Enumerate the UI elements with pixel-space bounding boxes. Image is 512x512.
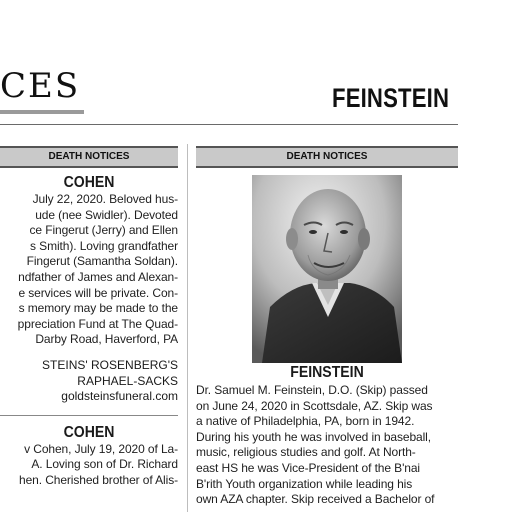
notice-line: Fingerut (Samantha Soldan). xyxy=(26,254,178,269)
notice-line: July 22, 2020. Beloved hus- xyxy=(32,192,178,206)
notice-line: ndfather of James and Alexan- xyxy=(18,269,178,284)
notice-headline: COHEN xyxy=(63,174,115,191)
portrait-photo xyxy=(252,175,402,363)
notice-line: During his youth he was involved in baseball, xyxy=(196,429,431,444)
notice-line: s Smith). Loving grandfather xyxy=(30,238,178,253)
notice-line: s memory may be made to the xyxy=(18,301,178,316)
portrait-illustration xyxy=(252,175,402,363)
masthead-left-rule xyxy=(0,110,84,114)
notice-line: ppreciation Fund at The Quad- xyxy=(17,316,178,331)
notice-headline: COHEN xyxy=(63,423,115,441)
notice-line: ude (nee Swidler). Devoted xyxy=(35,207,178,222)
column-divider xyxy=(187,144,188,512)
notice-line: Darby Road, Haverford, PA xyxy=(35,332,178,347)
notice-line: ce Fingerut (Jerry) and Ellen xyxy=(29,223,178,238)
funeral-home-link[interactable]: goldsteinsfuneral.com xyxy=(61,389,178,404)
notice-line: hen. Cherished brother of Alis- xyxy=(19,472,178,487)
notice-body xyxy=(0,442,178,489)
masthead-left-title: CES xyxy=(0,66,81,106)
notice-line: A. Loving son of Dr. Richard xyxy=(31,457,178,472)
notice-line: on June 24, 2020 in Scottsdale, AZ. Skip was xyxy=(196,398,433,413)
notice-line: a native of Philadelphia, PA, born in 1942. xyxy=(196,414,415,429)
notice-body xyxy=(0,192,178,348)
notice-line: own AZA chapter. Skip received a Bachelor of xyxy=(196,492,435,507)
left-column xyxy=(0,174,178,489)
notice-line: e services will be private. Con- xyxy=(18,285,178,300)
feinstein-headline: FEINSTEIN xyxy=(290,364,364,381)
notice-line: B'rith Youth organization while leading his xyxy=(196,476,413,491)
feinstein-notice-body xyxy=(196,383,458,508)
funeral-home-block xyxy=(0,358,178,405)
notice-line: Dr. Samuel M. Feinstein, D.O. (Skip) passed xyxy=(196,383,428,397)
notice-line: music, religious studies and golf. At North- xyxy=(196,445,416,460)
notice-line: east HS he was Vice-President of the B'nai xyxy=(196,460,420,475)
masthead-right-title: FEINSTEIN xyxy=(332,83,450,113)
notice-divider xyxy=(0,415,178,416)
funeral-home-line: STEINS' ROSENBERG'S xyxy=(42,357,178,372)
notice-line: v Cohen, July 19, 2020 of La- xyxy=(24,441,178,456)
funeral-home-line: RAPHAEL-SACKS xyxy=(77,373,178,388)
right-section-label: DEATH NOTICES xyxy=(196,146,458,168)
left-section-label: DEATH NOTICES xyxy=(0,146,178,168)
masthead-rule xyxy=(0,124,458,125)
